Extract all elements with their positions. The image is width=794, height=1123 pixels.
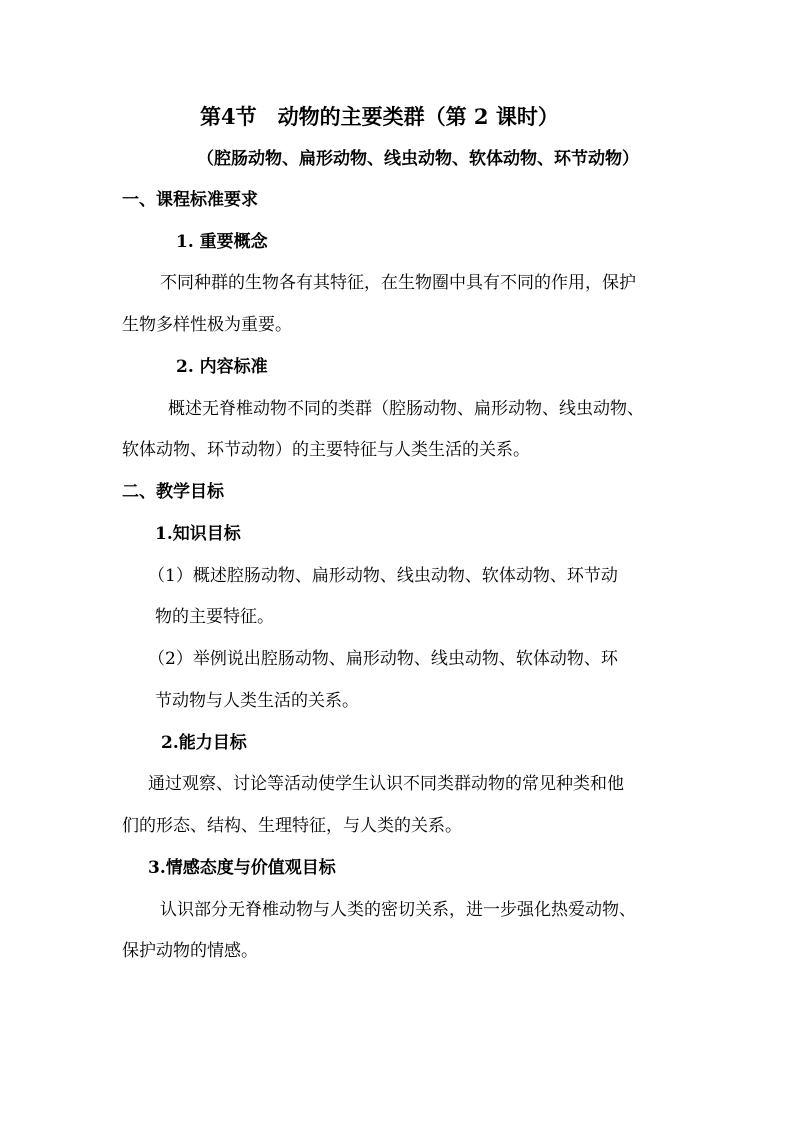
list-item-line: 节动物与人类生活的关系。 [155,691,359,711]
list-item-line: 物的主要特征。 [155,607,274,627]
page-title: 第4节 动物的主要类群（第 2 课时） [200,104,559,129]
list-item-line: （2）举例说出腔肠动物、扁形动物、线虫动物、软体动物、环 [148,649,618,669]
list-item-line: （1）概述腔肠动物、扁形动物、线虫动物、软体动物、环节动 [148,566,618,586]
section-heading-curriculum: 一、课程标准要求 [122,190,258,210]
subheading-attitude-objectives: 3.情感态度与价值观目标 [148,858,336,878]
page-subtitle: （腔肠动物、扁形动物、线虫动物、软体动物、环节动物） [197,149,639,169]
subheading-key-concepts: 1. 重要概念 [176,232,268,252]
subheading-knowledge-objectives: 1.知识目标 [155,524,241,544]
paragraph-line: 保护动物的情感。 [122,941,258,961]
paragraph-line: 生物多样性极为重要。 [122,315,292,335]
paragraph-line: 不同种群的生物各有其特征，在生物圈中具有不同的作用，保护 [160,273,636,293]
paragraph-line: 概述无脊椎动物不同的类群（腔肠动物、扁形动物、线虫动物、 [168,399,644,419]
paragraph-line: 们的形态、结构、生理特征，与人类的关系。 [122,816,462,836]
paragraph-line: 认识部分无脊椎动物与人类的密切关系，进一步强化热爱动物、 [160,900,636,920]
paragraph-line: 软体动物、环节动物）的主要特征与人类生活的关系。 [122,440,530,460]
paragraph-line: 通过观察、讨论等活动使学生认识不同类群动物的常见种类和他 [148,774,624,794]
subheading-ability-objectives: 2.能力目标 [161,733,247,753]
section-heading-objectives: 二、教学目标 [122,482,224,502]
subheading-content-standards: 2. 内容标准 [176,357,268,377]
